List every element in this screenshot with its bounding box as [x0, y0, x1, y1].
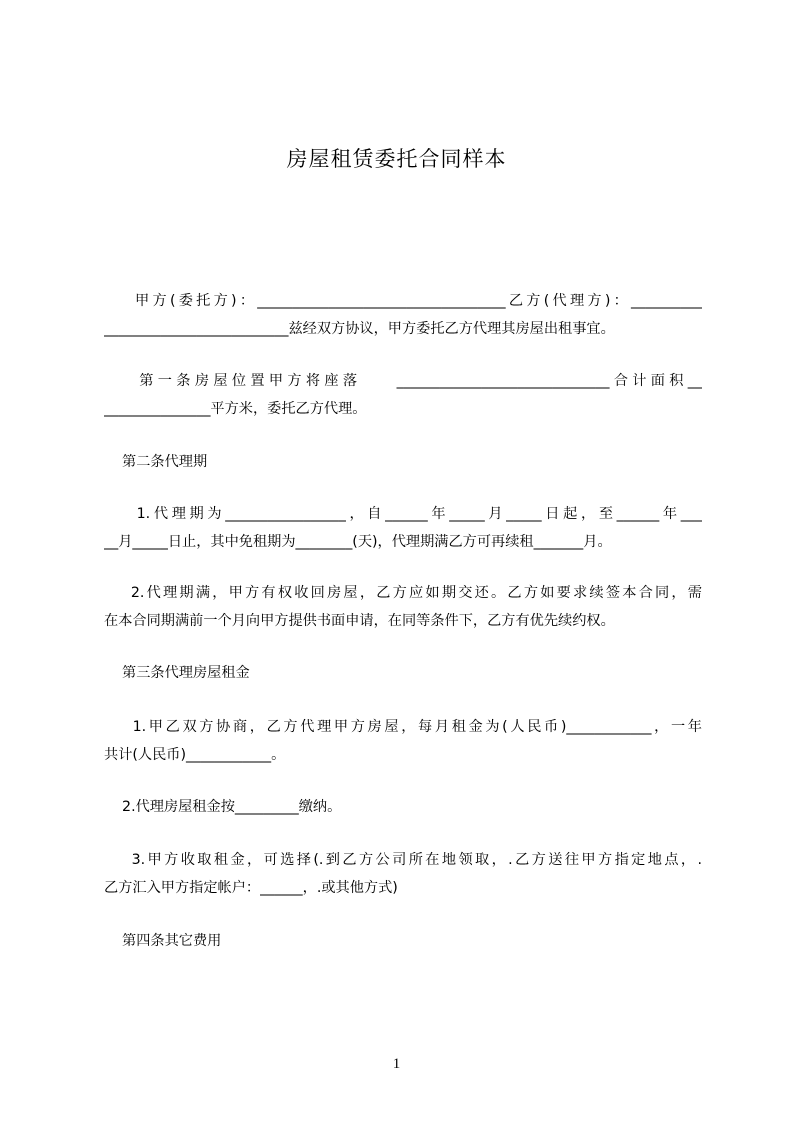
section-heading: 第四条其它费用	[104, 933, 222, 949]
paragraph-line: __________________________兹经双方协议，甲方委托乙方代理其房屋出租事宜。	[104, 321, 615, 337]
paragraph-line: _______________平方米，委托乙方代理。	[104, 401, 367, 417]
paragraph-line: 1.甲乙双方协商，乙方代理甲方房屋，每月租金为(人民币)____________，一年	[104, 719, 702, 735]
article3-item1-paragraph	[104, 713, 702, 769]
article1-paragraph	[104, 367, 702, 423]
section-heading: 第二条代理期	[104, 454, 208, 470]
page-number: 1	[392, 1056, 401, 1072]
paragraph-line: 2.代理期满，甲方有权收回房屋，乙方应如期交还。乙方如要求续签本合同，需	[104, 585, 702, 601]
article3-heading	[104, 659, 702, 687]
paragraph-line: 甲方(委托方)：___________________________________乙方(代理方)：__________	[104, 293, 702, 309]
article3-item2-paragraph	[104, 793, 702, 821]
paragraph-line: 1.代理期为_________________，自______年_____月_____日起，至______年___	[104, 506, 702, 522]
paragraph-line: 2.代理房屋租金按_________缴纳。	[104, 799, 342, 815]
article3-item3-paragraph	[104, 846, 702, 902]
article4-heading	[104, 927, 702, 955]
parties-paragraph	[104, 287, 702, 343]
paragraph-line: 3.甲方收取租金，可选择(.到乙方公司所在地领取，.乙方送往甲方指定地点，.	[104, 852, 702, 868]
paragraph-line: 共计(人民币)____________。	[104, 747, 286, 763]
paragraph-line: 在本合同期满前一个月向甲方提供书面申请，在同等条件下，乙方有优先续约权。	[104, 613, 615, 629]
paragraph-line: 乙方汇入甲方指定帐户：______，.或其他方式)	[104, 880, 398, 896]
article2-item1-paragraph	[104, 500, 702, 556]
article2-heading	[104, 448, 702, 476]
document-title: 房屋租赁委托合同样本	[286, 147, 507, 171]
article2-item2-paragraph	[104, 579, 702, 635]
paragraph-line: 第一条房屋位置甲方将座落 ______________________________合计面积__	[104, 373, 702, 389]
section-heading: 第三条代理房屋租金	[104, 665, 250, 681]
paragraph-line: __月_____日止，其中免租期为________(天)，代理期满乙方可再续租_______月。	[104, 534, 612, 550]
